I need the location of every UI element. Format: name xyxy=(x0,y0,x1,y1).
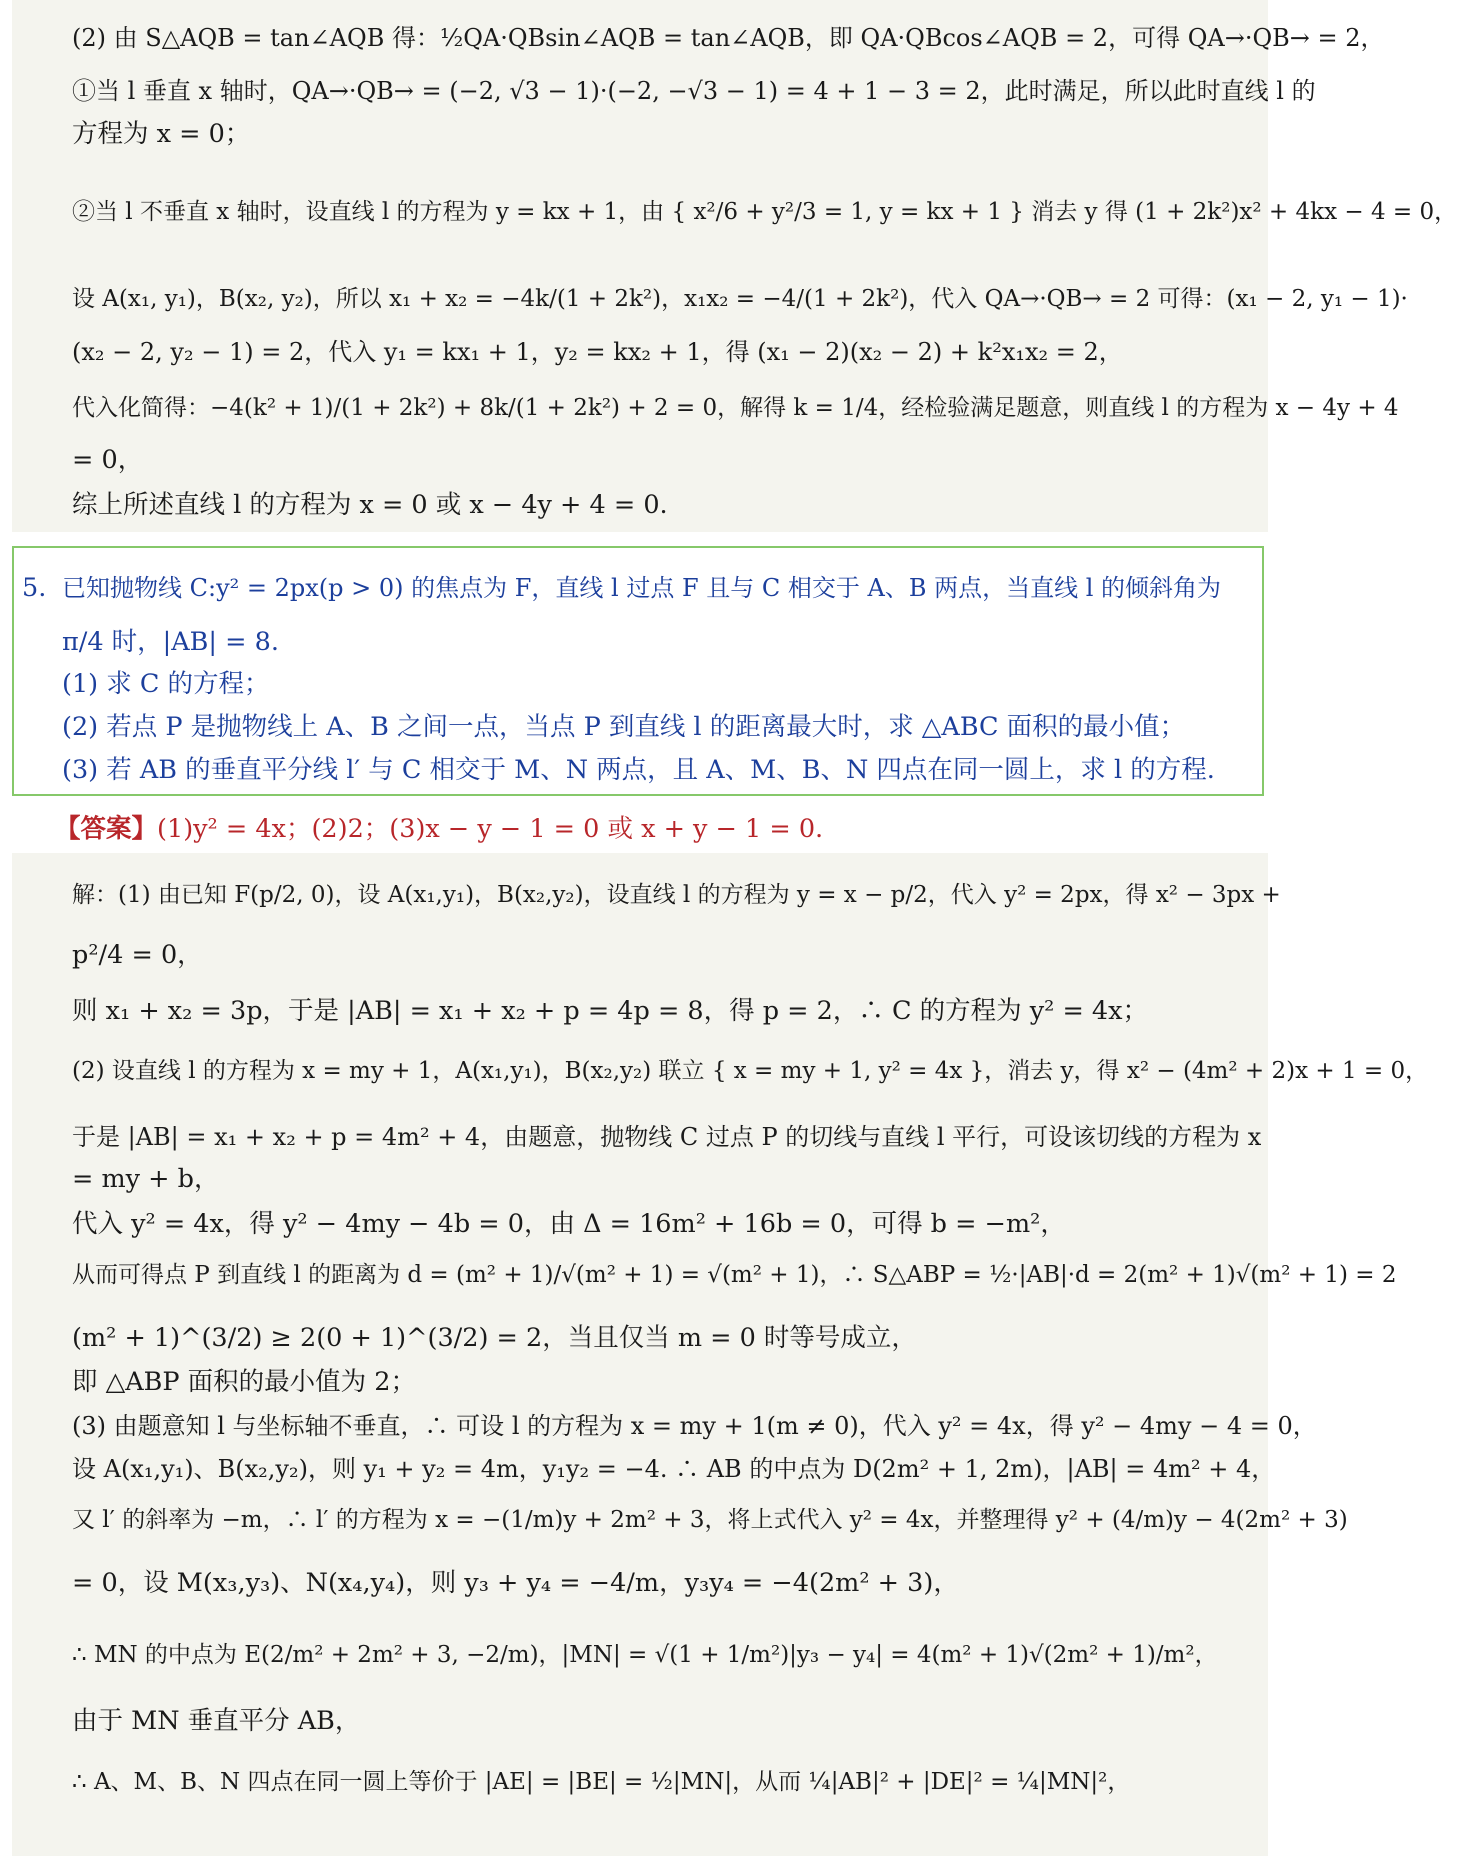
solution-line: (2) 设直线 l 的方程为 x = my + 1，A(x₁,y₁)，B(x₂,y₂) 联立 { x = my + 1, y² = 4x }，消去 y，得 x² − (4m² + 2)x + 1 = 0， xyxy=(72,1058,1429,1084)
solution-line: (x₂ − 2, y₂ − 1) = 2，代入 y₁ = kx₁ + 1，y₂ = kx₂ + 1，得 (x₁ − 2)(x₂ − 2) + k²x₁x₂ = 2， xyxy=(72,338,1123,366)
solution-line: 由于 MN 垂直平分 AB， xyxy=(72,1706,361,1736)
solution-line: = 0，设 M(x₃,y₃)、N(x₄,y₄)，则 y₃ + y₄ = −4/m，y₃y₄ = −4(2m² + 3)， xyxy=(72,1568,959,1598)
solution-line: = 0， xyxy=(72,445,144,475)
solution-line: (m² + 1)^(3/2) ≥ 2(0 + 1)^(3/2) = 2，当且仅当 m = 0 时等号成立， xyxy=(72,1323,917,1353)
solution-panel xyxy=(12,853,1429,1856)
solution-line: 解：(1) 由已知 F(p/2, 0)，设 A(x₁,y₁)，B(x₂,y₂)，设直线 l 的方程为 y = x − p/2，代入 y² = 2px，得 x² − 3px + xyxy=(72,882,1281,908)
problem-number: 5. xyxy=(22,573,47,603)
problem-line: π/4 时，|AB| = 8. xyxy=(62,627,279,657)
solution-line: = my + b， xyxy=(72,1164,220,1194)
solution-line: ∴ A、M、B、N 四点在同一圆上等价于 |AE| = |BE| = ½|MN|，从而 ¼|AB|² + |DE|² = ¼|MN|²， xyxy=(72,1769,1131,1795)
solution-line: 又 l′ 的斜率为 −m，∴ l′ 的方程为 x = −(1/m)y + 2m² + 3，将上式代入 y² = 4x，并整理得 y² + (4/m)y − 4(2m² + 3) xyxy=(72,1507,1348,1533)
answer-line xyxy=(55,811,823,847)
solution-line: ②当 l 不垂直 x 轴时，设直线 l 的方程为 y = kx + 1，由 { x²/6 + y²/3 = 1, y = kx + 1 } 消去 y 得 (1 + 2k²)x² + 4kx − 4 = 0， xyxy=(72,199,1457,225)
problem-line: (1) 求 C 的方程； xyxy=(62,669,270,699)
solution-line: 设 A(x₁,y₁)、B(x₂,y₂)，则 y₁ + y₂ = 4m，y₁y₂ = −4. ∴ AB 的中点为 D(2m² + 1, 2m)，|AB| = 4m² + 4， xyxy=(72,1455,1276,1483)
problem-line: 已知抛物线 C:y² = 2px(p > 0) 的焦点为 F，直线 l 过点 F 且与 C 相交于 A、B 两点，当直线 l 的倾斜角为 xyxy=(62,574,1222,602)
problem-box xyxy=(12,546,1264,796)
answer-text: (1)y² = 4x；(2)2；(3)x − y − 1 = 0 或 x + y − 1 = 0. xyxy=(157,814,824,844)
solution-line: ①当 l 垂直 x 轴时，QA→·QB→ = (−2, √3 − 1)·(−2, −√3 − 1) = 4 + 1 − 3 = 2，此时满足，所以此时直线 l 的 xyxy=(72,77,1316,105)
solution-line: 代入化简得：−4(k² + 1)/(1 + 2k²) + 8k/(1 + 2k²) + 2 = 0，解得 k = 1/4，经检验满足题意，则直线 l 的方程为 x − 4y + 4 xyxy=(72,395,1399,421)
solution-line: 方程为 x = 0； xyxy=(72,119,251,149)
solution-line: 代入 y² = 4x，得 y² − 4my − 4b = 0，由 Δ = 16m² + 16b = 0，可得 b = −m²， xyxy=(72,1209,1066,1239)
problem-line: (2) 若点 P 是抛物线上 A、B 之间一点，当点 P 到直线 l 的距离最大时，求 △ABC 面积的最小值； xyxy=(62,712,1186,742)
solution-line: (2) 由 S△AQB = tan∠AQB 得：½QA·QBsin∠AQB = tan∠AQB，即 QA·QBcos∠AQB = 2，可得 QA→·QB→ = 2， xyxy=(72,24,1385,52)
solution-line: 设 A(x₁, y₁)，B(x₂, y₂)，所以 x₁ + x₂ = −4k/(1 + 2k²)，x₁x₂ = −4/(1 + 2k²)，代入 QA→·QB→ = 2 可得：(x₁ − 2, y₁ − 1)· xyxy=(72,286,1408,312)
solution-line: 则 x₁ + x₂ = 3p，于是 |AB| = x₁ + x₂ + p = 4p = 8，得 p = 2，∴ C 的方程为 y² = 4x； xyxy=(72,996,1149,1026)
problem-line: (3) 若 AB 的垂直平分线 l′ 与 C 相交于 M、N 两点，且 A、M、B、N 四点在同一圆上，求 l 的方程. xyxy=(62,755,1215,785)
solution-line: 综上所述直线 l 的方程为 x = 0 或 x − 4y + 4 = 0. xyxy=(72,490,668,520)
solution-line: (3) 由题意知 l 与坐标轴不垂直，∴ 可设 l 的方程为 x = my + 1(m ≠ 0)，代入 y² = 4x，得 y² − 4my − 4 = 0， xyxy=(72,1412,1317,1440)
answer-tag: 【答案】 xyxy=(55,814,158,844)
previous-solution-panel xyxy=(12,0,1457,532)
solution-line: 于是 |AB| = x₁ + x₂ + p = 4m² + 4，由题意，抛物线 C 过点 P 的切线与直线 l 平行，可设该切线的方程为 x xyxy=(72,1123,1262,1151)
solution-line: ∴ MN 的中点为 E(2/m² + 2m² + 3, −2/m)，|MN| = √(1 + 1/m²)|y₃ − y₄| = 4(m² + 1)√(2m² + 1)/m²， xyxy=(72,1642,1218,1668)
solution-line: p²/4 = 0， xyxy=(72,940,203,970)
solution-line: 即 △ABP 面积的最小值为 2； xyxy=(72,1367,416,1397)
solution-line: 从而可得点 P 到直线 l 的距离为 d = (m² + 1)/√(m² + 1) = √(m² + 1)，∴ S△ABP = ½·|AB|·d = 2(m² + 1)√(m² + 1) = 2 xyxy=(72,1262,1397,1288)
